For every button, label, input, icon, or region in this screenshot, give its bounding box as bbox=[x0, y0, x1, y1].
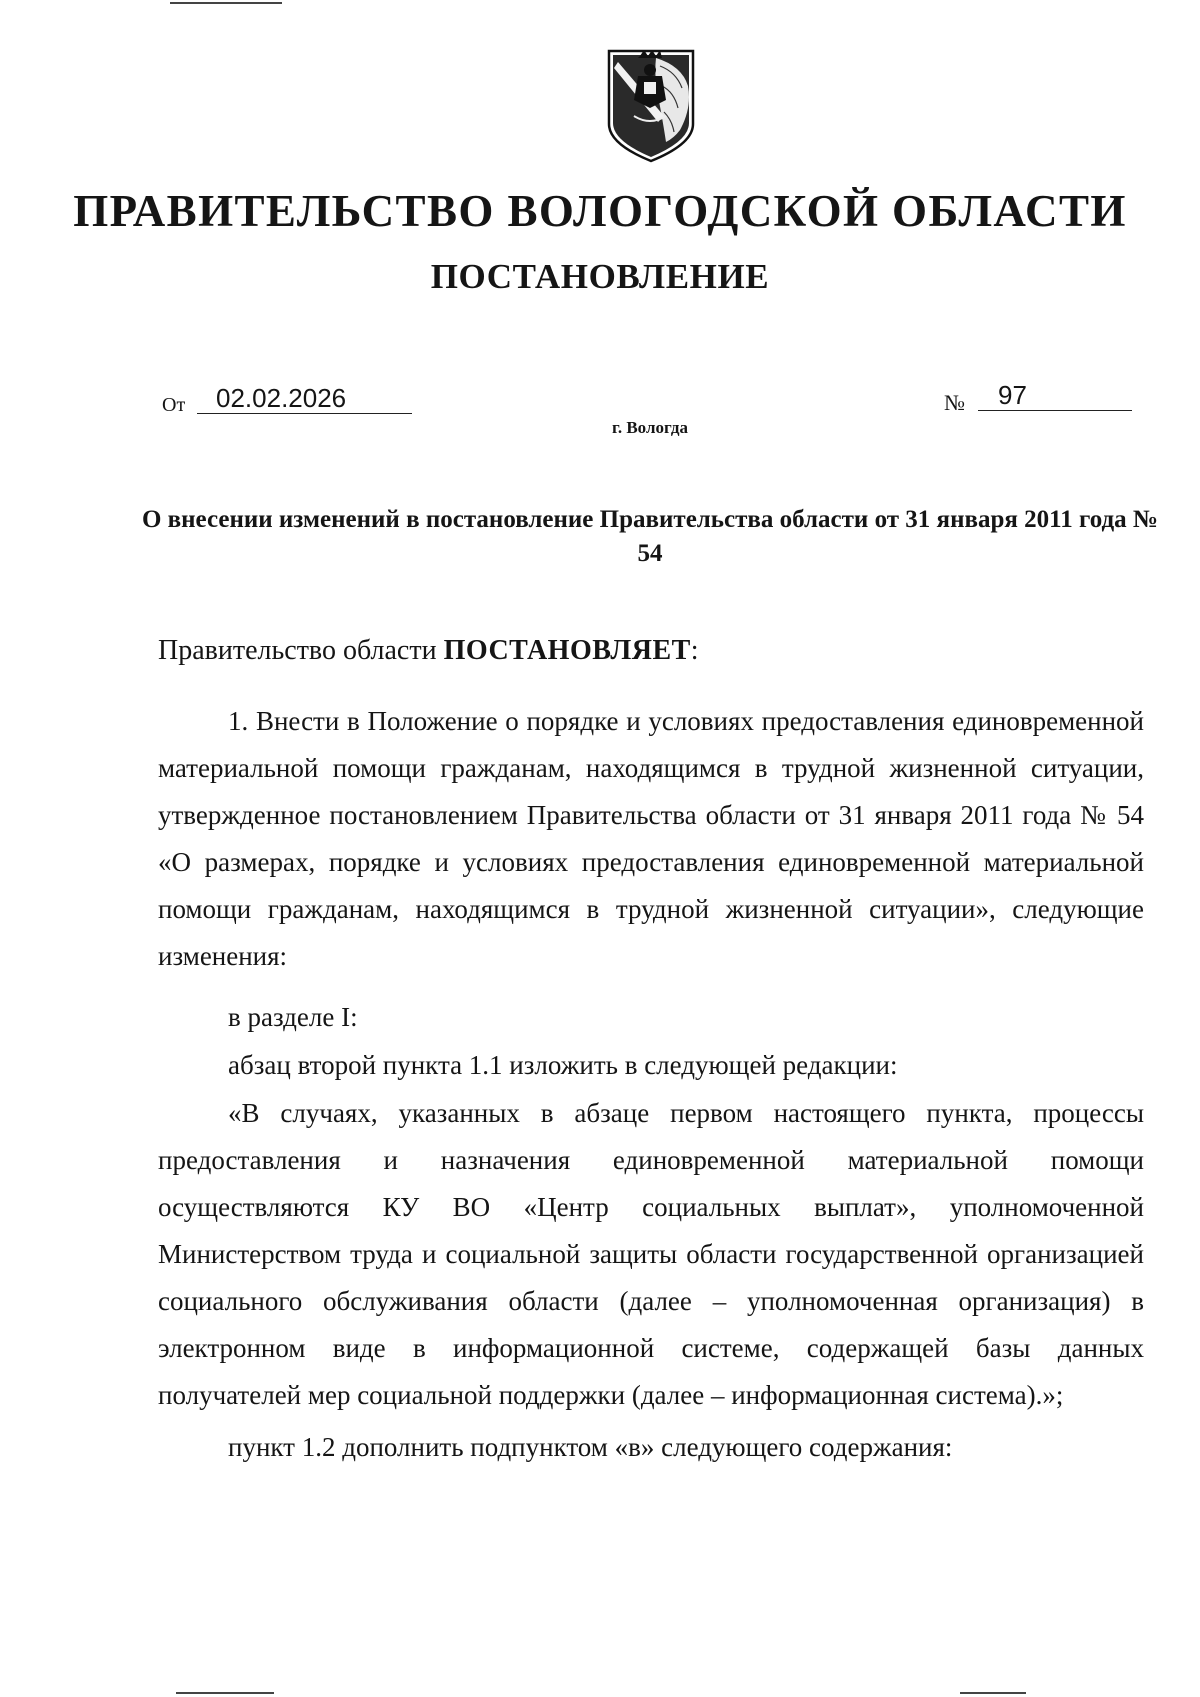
coat-of-arms-icon bbox=[604, 46, 698, 166]
scan-mark-bottom-right bbox=[960, 1692, 1026, 1694]
date-underline bbox=[197, 413, 412, 414]
preamble-decision: ПОСТАНОВЛЯЕТ bbox=[443, 635, 691, 666]
preamble bbox=[158, 634, 699, 668]
city: г. Вологда bbox=[612, 418, 688, 437]
paragraph-1: 1. Внести в Положение о порядке и условиях предоставления единовременной материальной помощи гражданам, находящимся в трудной жизненной ситуации, утвержденное постановлением Правительства области от 31 января 2011 года № 54 «О размерах, порядке и условиях предоставления единовременной материальной помощи гражданам, находящимся в трудной жизненной ситуации», следующие изменения: bbox=[158, 706, 1144, 971]
date-label: От bbox=[162, 394, 186, 416]
number-value: 97 bbox=[998, 380, 1027, 410]
scan-mark-bottom-left bbox=[176, 1692, 274, 1694]
preamble-text: Правительство области bbox=[158, 635, 437, 666]
document-type: ПОСТАНОВЛЕНИЕ bbox=[430, 257, 770, 296]
document-subject: О внесении изменений в постановление Правительства области от 31 января 2011 года № 54 bbox=[141, 506, 1159, 567]
org-title: ПРАВИТЕЛЬСТВО ВОЛОГОДСКОЙ ОБЛАСТИ bbox=[73, 186, 1127, 236]
preamble-colon: : bbox=[690, 635, 699, 666]
paragraph-section-ref: в разделе I: bbox=[228, 1002, 358, 1032]
paragraph-addition: пункт 1.2 дополнить подпунктом «в» следующего содержания: bbox=[228, 1432, 953, 1462]
paragraph-instruction: абзац второй пункта 1.1 изложить в следующей редакции: bbox=[228, 1050, 898, 1080]
date-value: 02.02.2026 bbox=[216, 383, 347, 413]
number-label: № bbox=[944, 390, 965, 415]
scan-mark-top bbox=[170, 2, 282, 4]
paragraph-quoted-text: «В случаях, указанных в абзаце первом настоящего пункта, процессы предоставления и назначения единовременной материальной помощи осуществляются КУ ВО «Центр социальных выплат», уполномоченной Министерством труда и социальной защиты области государственной организацией социального обслуживания области (далее – уполномоченная организация) в электронном виде в информационной системе, содержащей базы данных получателей мер социальной поддержки (далее – информационная система).»; bbox=[158, 1098, 1144, 1410]
number-underline bbox=[978, 410, 1132, 411]
